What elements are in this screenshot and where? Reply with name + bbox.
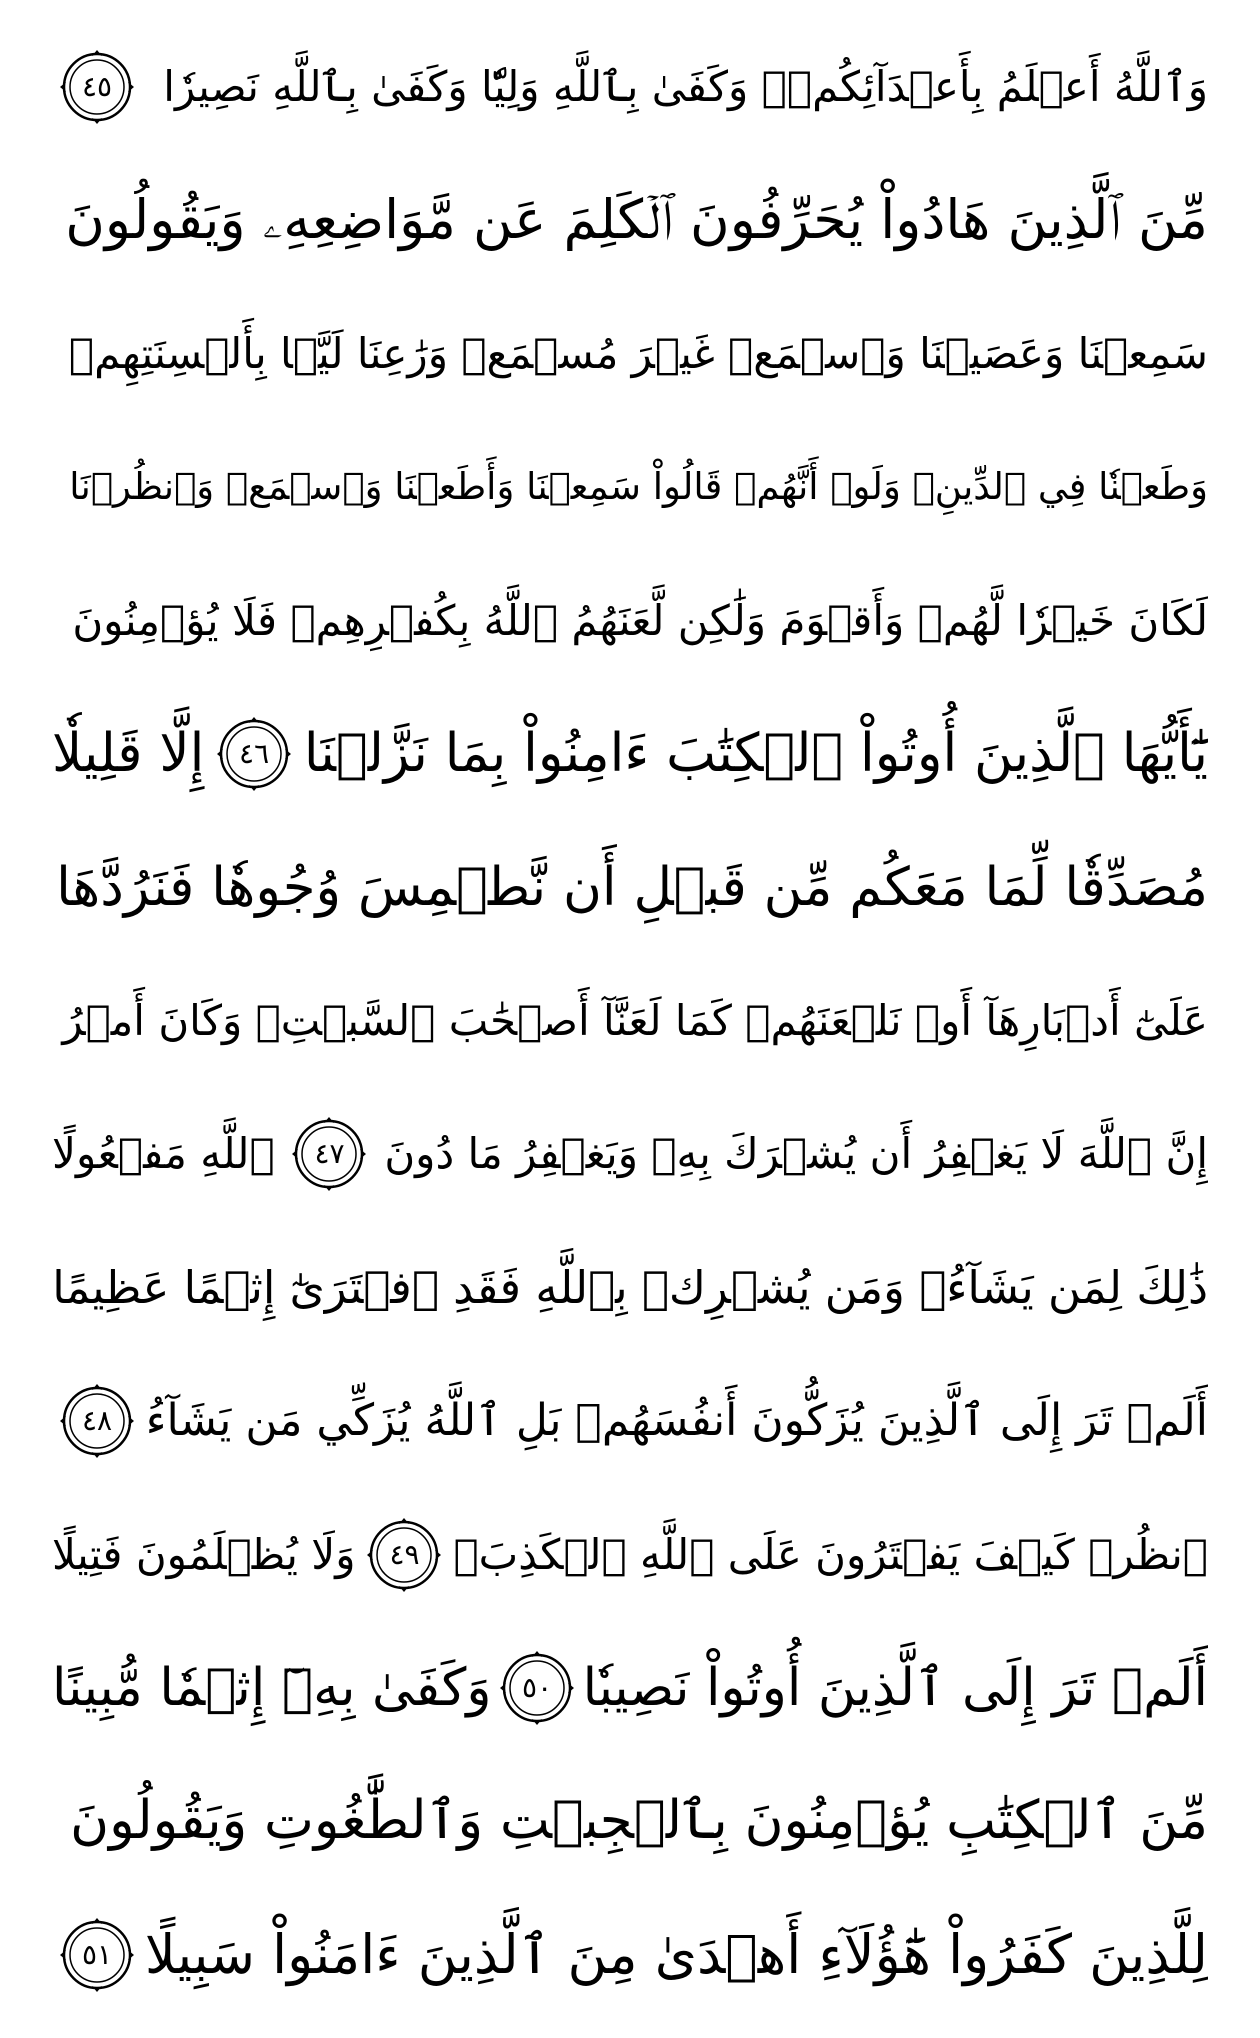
ayah-number: ٤٧: [314, 1137, 345, 1171]
verse-text: ٱللَّهِ مَفۡعُولًا: [52, 1129, 275, 1179]
verse-text: ذَٰلِكَ لِمَن يَشَآءُۚ وَمَن يُشۡرِكۡ بِٱللَّهِ فَقَدِ ٱفۡتَرَىٰٓ إِثۡمًا عَظِيمًا: [52, 1260, 1208, 1314]
verse-text: مِّنَ ٱلَّذِينَ هَادُواْ يُحَرِّفُونَ ٱلۡكَلِمَ عَن مَّوَاضِعِهِۦ وَيَقُولُونَ: [65, 188, 1208, 252]
ayah-marker-icon: [498, 1649, 576, 1727]
ayah-marker-icon: [290, 1115, 368, 1193]
verse-text: وَكَفَىٰ بِهِۦٓ إِثۡمٗا مُّبِينًا: [52, 1658, 492, 1719]
text-line: [52, 1496, 1208, 1614]
ayah-marker-icon: [58, 1382, 136, 1460]
verse-text: مُصَدِّقٗا لِّمَا مَعَكُم مِّن قَبۡلِ أَن نَّطۡمِسَ وُجُوهٗا فَنَرُدَّهَا: [56, 856, 1208, 918]
ayah-number: ٤٦: [239, 737, 270, 771]
verse-text: سَمِعۡنَا وَعَصَيۡنَا وَٱسۡمَعۡ غَيۡرَ مُسۡمَعٖ وَرَٰعِنَا لَيَّۢا بِأَلۡسِنَتِهِمۡ: [68, 328, 1208, 378]
verse-text: وَطَعۡنٗا فِي ٱلدِّينِۚ وَلَوۡ أَنَّهُمۡ قَالُواْ سَمِعۡنَا وَأَطَعۡنَا وَٱسۡمَعۡ وَٱنظُرۡنَا: [69, 465, 1208, 509]
verse-text: إِنَّ ٱللَّهَ لَا يَغۡفِرُ أَن يُشۡرَكَ بِهِۦ وَيَغۡفِرُ مَا دُونَ: [384, 1129, 1208, 1179]
text-line: [52, 1762, 1208, 1880]
text-line: [52, 695, 1208, 813]
verse-text: ٱنظُرۡ كَيۡفَ يَفۡتَرُونَ عَلَى ٱللَّهِ ٱلۡكَذِبَۖ: [453, 1529, 1208, 1579]
ayah-number: ٤٥: [81, 70, 113, 103]
ayah-marker-icon: [58, 1916, 136, 1994]
verse-text: إِلَّا قَلِيلٗا: [52, 723, 205, 785]
verse-text: مِّنَ ٱلۡكِتَٰبِ يُؤۡمِنُونَ بِٱلۡجِبۡتِ وَٱلطَّٰغُوتِ وَيَقُولُونَ: [70, 1790, 1208, 1852]
text-line: [52, 1229, 1208, 1347]
verse-text: أَلَمۡ تَرَ إِلَى ٱلَّذِينَ أُوتُواْ نَصِيبٗا: [582, 1658, 1208, 1719]
text-line: [52, 1896, 1208, 2014]
text-line: [52, 962, 1208, 1080]
verse-text: عَلَىٰٓ أَدۡبَارِهَآ أَوۡ نَلۡعَنَهُمۡ كَمَا لَعَنَّآ أَصۡحَٰبَ ٱلسَّبۡتِۚ وَكَانَ أَمۡرُ: [62, 995, 1208, 1045]
verse-text: أَلَمۡ تَرَ إِلَى ٱلَّذِينَ يُزَكُّونَ أَنفُسَهُمۚ بَلِ ٱللَّهُ يُزَكِّي مَن يَشَآءُ: [145, 1395, 1208, 1447]
ayah-marker-icon: [215, 715, 293, 793]
ayah-number: ٤٨: [81, 1404, 113, 1438]
verse-text: يَٰٓأَيُّهَا ٱلَّذِينَ أُوتُواْ ٱلۡكِتَٰبَ ءَامِنُواْ بِمَا نَزَّلۡنَا: [303, 723, 1208, 785]
text-line: [52, 1362, 1208, 1480]
verse-text: وَٱللَّهُ أَعۡلَمُ بِأَعۡدَآئِكُمۡۚ وَكَفَىٰ بِٱللَّهِ وَلِيّٗا وَكَفَىٰ بِٱللَّهِ نَصِيرٗا: [163, 62, 1208, 111]
text-line: [52, 428, 1208, 546]
text-line: [52, 1095, 1208, 1213]
text-line: [52, 28, 1208, 146]
text-line: [52, 829, 1208, 947]
ayah-number: ٥١: [81, 1937, 113, 1971]
text-line: [52, 295, 1208, 413]
verse-text: وَلَا يُظۡلَمُونَ فَتِيلًا: [52, 1529, 356, 1579]
text-line: [52, 161, 1208, 279]
ayah-marker-icon: [58, 48, 136, 126]
ayah-number: ٥٠: [522, 1671, 553, 1705]
text-line: [52, 562, 1208, 680]
verse-text: لِلَّذِينَ كَفَرُواْ هَٰٓؤُلَآءِ أَهۡدَىٰ مِنَ ٱلَّذِينَ ءَامَنُواْ سَبِيلًا: [144, 1922, 1208, 1986]
ayah-number: ٤٩: [389, 1537, 420, 1571]
ayah-marker-icon: [365, 1516, 443, 1594]
text-line: [52, 1629, 1208, 1747]
verse-text: لَكَانَ خَيۡرٗا لَّهُمۡ وَأَقۡوَمَ وَلَٰكِن لَّعَنَهُمُ ٱللَّهُ بِكُفۡرِهِمۡ فَلَا يُؤۡمِنُونَ: [72, 595, 1208, 645]
